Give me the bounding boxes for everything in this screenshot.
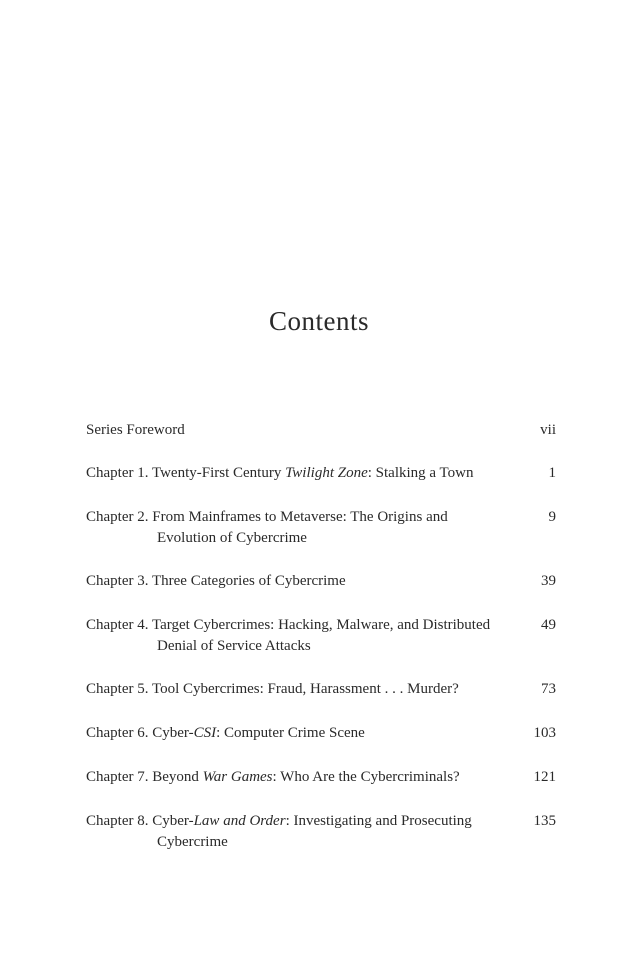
toc-entry[interactable] xyxy=(86,571,556,592)
title-text: Target Cybercrimes: Hacking, Malware, and Distributed xyxy=(151,617,491,633)
title-text: Series Foreword xyxy=(86,422,185,438)
chapter-label: Chapter 7. xyxy=(86,769,153,785)
toc-entry[interactable] xyxy=(86,420,556,441)
chapter-label: Chapter 3. xyxy=(86,573,152,589)
toc-entry-title xyxy=(86,420,516,441)
toc-entry-title xyxy=(86,679,516,700)
toc-entry-title xyxy=(86,507,516,549)
title-text: : Stalking a Town xyxy=(367,465,474,481)
title-text: Cyber- xyxy=(152,725,194,741)
title-text: Tool Cybercrimes: Fraud, Harassment . . . Murder? xyxy=(151,681,459,697)
page-number: vii xyxy=(540,422,556,438)
toc-entry[interactable] xyxy=(86,767,556,788)
title-italic-text: Twilight Zone xyxy=(285,465,368,481)
toc-entry-title xyxy=(86,615,516,657)
toc-entry[interactable] xyxy=(86,507,556,549)
chapter-label: Chapter 6. xyxy=(86,725,153,741)
toc-entry[interactable] xyxy=(86,811,556,853)
toc-entry[interactable] xyxy=(86,679,556,700)
title-text: Twenty-First Century xyxy=(151,465,286,481)
title-italic-text: War Games xyxy=(202,769,273,785)
page-number: 103 xyxy=(533,725,556,741)
title-continuation: Evolution of Cybercrime xyxy=(157,530,307,546)
title-text: Beyond xyxy=(152,769,203,785)
title-text: Cyber- xyxy=(152,813,194,829)
page-number: 73 xyxy=(541,681,556,697)
toc-entry-title xyxy=(86,463,516,484)
toc-entry[interactable] xyxy=(86,463,556,484)
title-text: : Computer Crime Scene xyxy=(216,725,365,741)
title-italic-text: CSI xyxy=(193,725,217,741)
page-number: 9 xyxy=(548,509,556,525)
page-number: 1 xyxy=(548,465,556,481)
title-continuation: Denial of Service Attacks xyxy=(157,638,311,654)
chapter-label: Chapter 8. xyxy=(86,813,153,829)
title-italic-text: Law and Order xyxy=(193,813,286,829)
chapter-label: Chapter 4. xyxy=(86,617,152,633)
page-number: 39 xyxy=(541,573,556,589)
title-text: Three Categories of Cybercrime xyxy=(151,573,346,589)
title-text: : Investigating and Prosecuting xyxy=(285,813,472,829)
chapter-label: Chapter 1. xyxy=(86,465,152,481)
page-number: 135 xyxy=(533,813,556,829)
title-text: : Who Are the Cybercriminals? xyxy=(272,769,460,785)
toc-entry[interactable] xyxy=(86,723,556,744)
page-number: 49 xyxy=(541,617,556,633)
title-continuation: Cybercrime xyxy=(157,834,228,850)
page-title: Contents xyxy=(268,306,369,336)
toc-entry-title xyxy=(86,723,516,744)
page-number: 121 xyxy=(533,769,556,785)
toc-entry-title xyxy=(86,767,516,788)
chapter-label: Chapter 2. xyxy=(86,509,153,525)
toc-entry-title xyxy=(86,811,516,853)
toc-entry[interactable] xyxy=(86,615,556,657)
title-text: From Mainframes to Metaverse: The Origins and xyxy=(152,509,448,525)
chapter-label: Chapter 5. xyxy=(86,681,152,697)
toc-entry-title xyxy=(86,571,516,592)
